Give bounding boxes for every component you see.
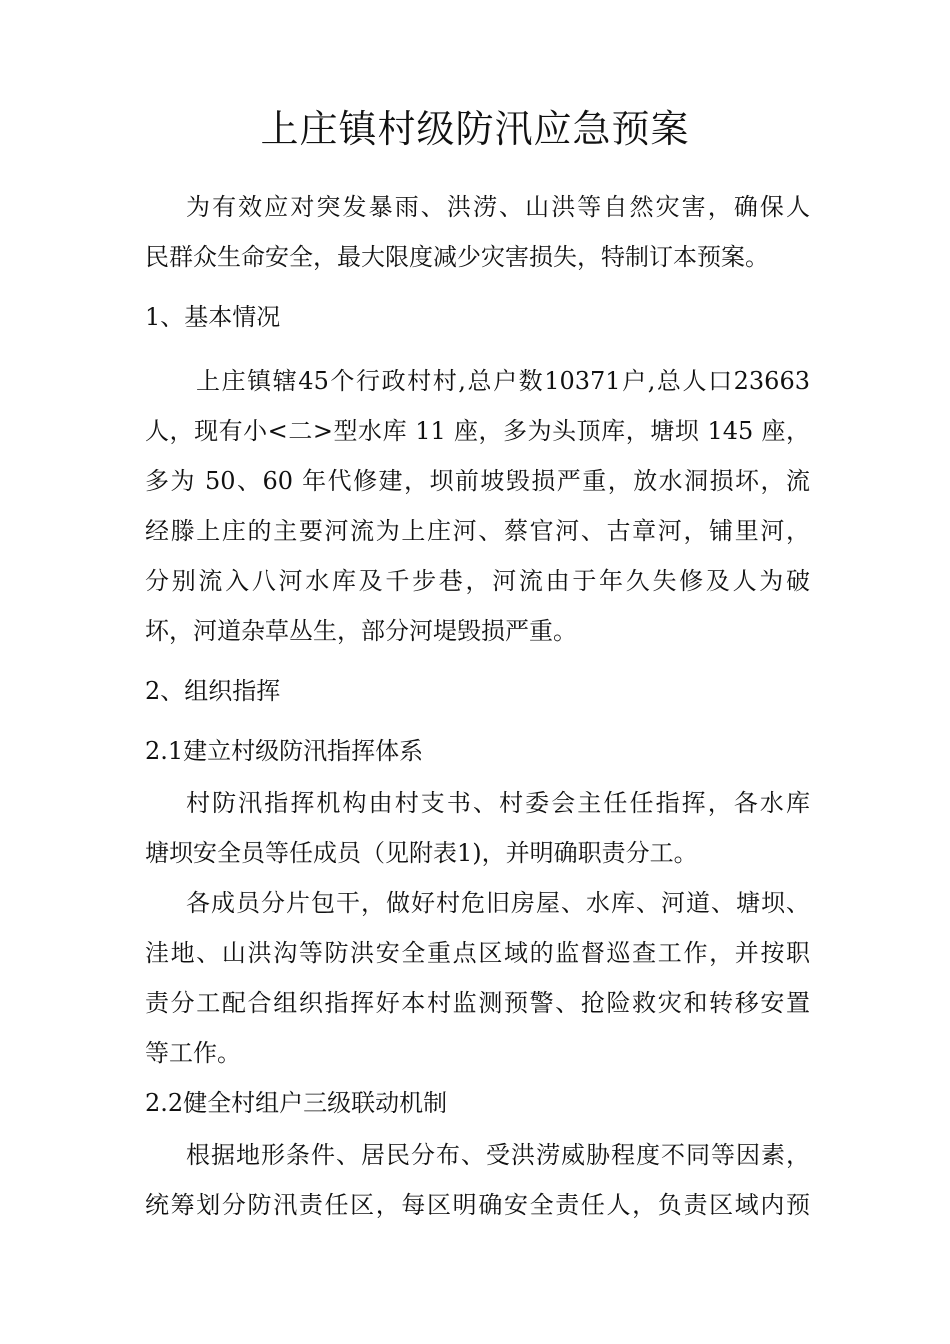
subsection-heading: 2.1建立村级防汛指挥体系 — [145, 737, 424, 765]
paragraph-line: 为有效应对突发暴雨、洪涝、山洪等自然灾害，确保人 — [186, 193, 810, 221]
paragraph-line: 洼地、山洪沟等防洪安全重点区域的监督巡查工作，并按职 — [145, 939, 810, 967]
paragraph-line: 塘坝安全员等任成员（见附表1)，并明确职责分工。 — [145, 839, 698, 867]
paragraph-line: 根据地形条件、居民分布、受洪涝威胁程度不同等因素， — [186, 1141, 810, 1169]
paragraph-line: 多为 50、60 年代修建，坝前坡毁损严重，放水洞损坏，流 — [145, 467, 810, 495]
paragraph-line: 责分工配合组织指挥好本村监测预警、抢险救灾和转移安置 — [145, 989, 810, 1017]
paragraph-line: 村防汛指挥机构由村支书、村委会主任任指挥，各水库 — [186, 789, 810, 817]
subsection-heading: 2.2健全村组户三级联动机制 — [145, 1089, 448, 1117]
paragraph-line: 等工作。 — [145, 1039, 241, 1067]
document-title: 上庄镇村级防汛应急预案 — [260, 107, 690, 151]
paragraph-line: 各成员分片包干，做好村危旧房屋、水库、河道、塘坝、 — [186, 889, 810, 917]
paragraph-line: 坏，河道杂草丛生，部分河堤毁损严重。 — [145, 617, 577, 645]
paragraph-line: 分别流入八河水库及千步巷，河流由于年久失修及人为破 — [145, 567, 810, 595]
section-heading: 2、组织指挥 — [145, 677, 281, 705]
section-heading: 1、基本情况 — [145, 303, 281, 331]
paragraph-line: 经滕上庄的主要河流为上庄河、蔡官河、古章河，铺里河， — [145, 517, 810, 545]
paragraph-line: 统筹划分防汛责任区，每区明确安全责任人，负责区域内预 — [145, 1191, 810, 1219]
paragraph-line: 人，现有小<二>型水库 11 座，多为头顶库，塘坝 145 座， — [145, 417, 810, 445]
paragraph-line: 上庄镇辖45个行政村村,总户数10371户,总人口23663 — [196, 367, 810, 395]
paragraph-line: 民群众生命安全，最大限度减少灾害损失，特制订本预案。 — [145, 243, 769, 271]
